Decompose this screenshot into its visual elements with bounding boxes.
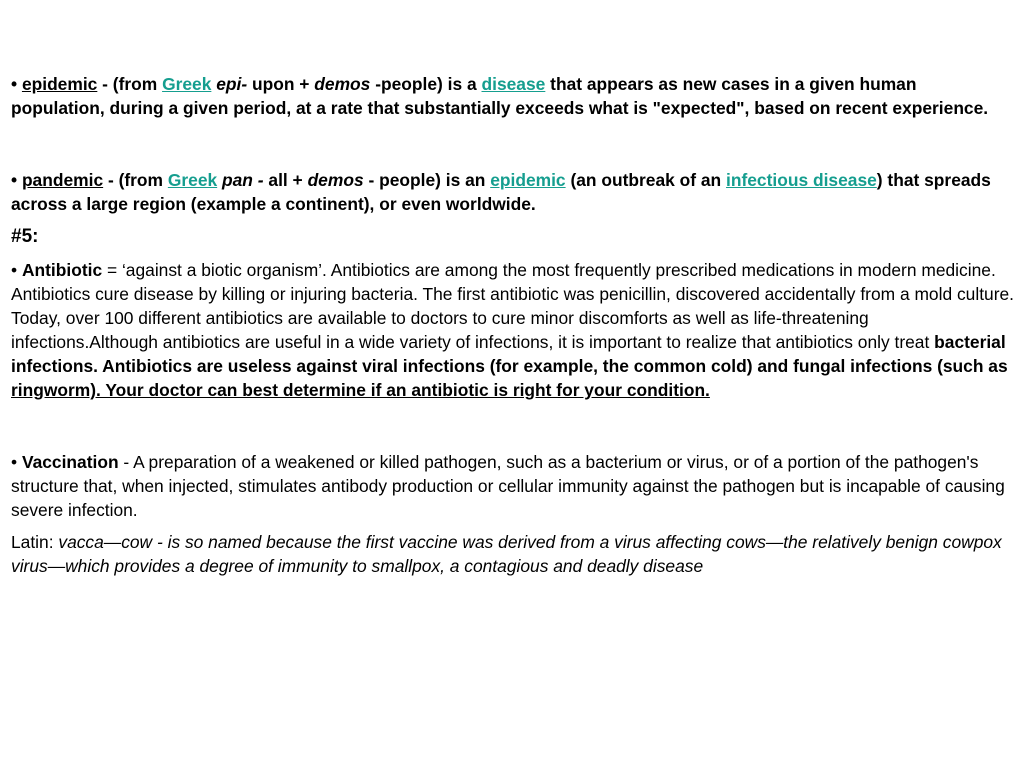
demos-root: demos (314, 74, 371, 94)
slide-content (11, 72, 1014, 578)
epidemic-link[interactable]: epidemic (490, 170, 566, 190)
greek-link[interactable]: Greek (167, 170, 218, 190)
vaccination-term: Vaccination (21, 452, 119, 472)
bullet: • (11, 74, 18, 94)
bullet: • (11, 170, 18, 190)
pandemic-definition (11, 168, 1014, 216)
section-heading: #5: (11, 226, 39, 247)
infectious-disease-link[interactable]: infectious disease (726, 170, 877, 190)
antibiotic-underlined-text: ringworm). Your doctor can best determine if an antibiotic is right for your condition. (11, 380, 710, 400)
epidemic-definition (11, 72, 1014, 120)
demos-root: demos (307, 170, 364, 190)
antibiotic-term: Antibiotic (21, 260, 103, 280)
epidemic-term: epidemic (21, 74, 98, 94)
antibiotic-bold-text: bacterial infections. Antibiotics are useless against viral infections (for example, the common cold) and fungal infections (such as (11, 332, 1008, 376)
epi-prefix: epi- (216, 74, 248, 94)
spacer (11, 216, 1014, 224)
pandemic-text-1: - (from (103, 170, 168, 190)
epidemic-text-3: -people) is a (370, 74, 482, 94)
spacer (11, 120, 1014, 168)
spacer (11, 402, 1014, 450)
bullet: • (11, 260, 18, 280)
pandemic-text-3: - people) is an (363, 170, 491, 190)
bullet: • (11, 452, 18, 472)
pan-prefix: pan - (222, 170, 264, 190)
latin-etymology (11, 530, 1014, 578)
vaccination-definition (11, 450, 1014, 522)
epidemic-text-4: that appears as new cases in a given human population, during a given period, at a rate that substantially exceeds what is "expected", based on recent experience. (11, 74, 989, 118)
vaccination-text-1: - A preparation of a weakened or killed pathogen, such as a bacterium or virus, or of a portion of the pathogen's structure that, when injected, stimulates antibody production or cellular immunity against the pathogen but is incapable of causing severe infection. (11, 452, 1005, 520)
antibiotic-definition (11, 258, 1014, 402)
pandemic-text-2: all + (263, 170, 308, 190)
disease-link[interactable]: disease (481, 74, 546, 94)
antibiotic-text-1: = ‘against a biotic organism’. Antibiotics are among the most frequently prescribed medications in modern medicine. Antibiotics cure disease by killing or injuring bacteria. The first antibiotic was penicillin, discovered accidentally from a mold culture. Today, over 100 different antibiotics are available to doctors to cure minor discomforts as well as life-threatening infections.Although antibiotics are useful in a wide variety of infections, it is important to realize that antibiotics only treat (11, 260, 1015, 352)
epidemic-text-2: upon + (247, 74, 315, 94)
pandemic-text-5: ) that spreads across a large region (example a continent), or even worldwide. (11, 170, 991, 214)
greek-link[interactable]: Greek (162, 74, 212, 94)
pandemic-term: pandemic (21, 170, 104, 190)
epidemic-text-1: - (from (97, 74, 163, 94)
pandemic-text-4: (an outbreak of an (565, 170, 727, 190)
latin-italic-text: vacca—cow - is so named because the first vaccine was derived from a virus affecting cows—the relatively benign cowpox virus—which provides a degree of immunity to smallpox, a contagious and deadly disease (11, 532, 1002, 576)
latin-label: Latin: (11, 532, 59, 552)
